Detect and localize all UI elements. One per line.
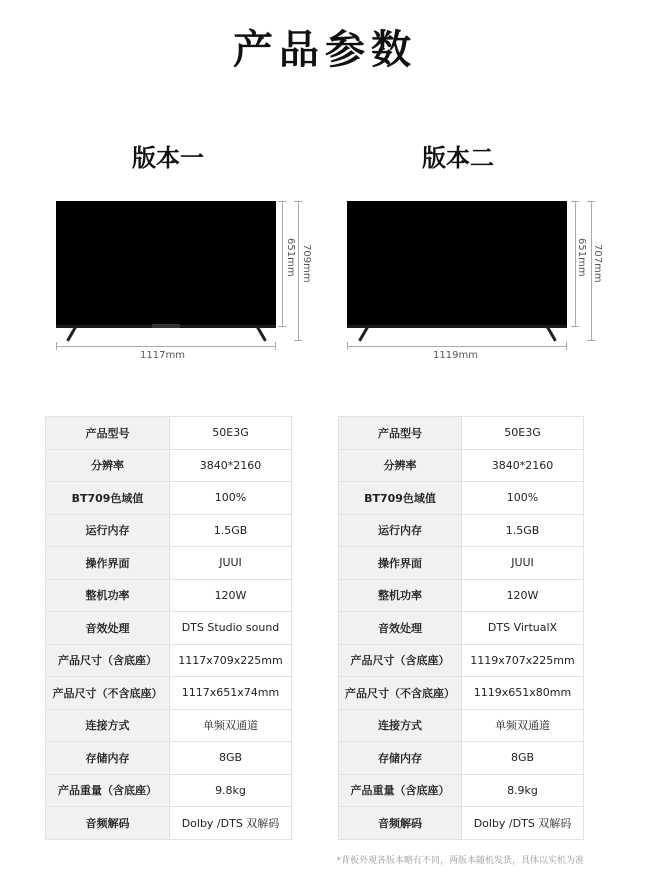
- spec-row: [46, 644, 292, 677]
- spec-value: 1.5GB: [462, 514, 584, 547]
- spec-key: 产品型号: [339, 417, 462, 450]
- spec-value: 8GB: [170, 742, 292, 775]
- spec-value: 1117x651x74mm: [170, 677, 292, 710]
- spec-value: Dolby /DTS 双解码: [462, 807, 584, 840]
- spec-key: 音效处理: [46, 612, 170, 645]
- spec-key: 存储内存: [339, 742, 462, 775]
- spec-value: 1117x709x225mm: [170, 644, 292, 677]
- spec-value: 3840*2160: [170, 449, 292, 482]
- spec-value: 50E3G: [462, 417, 584, 450]
- spec-row: [339, 807, 584, 840]
- screen-height-dimension-line: [282, 201, 283, 327]
- spec-row: [46, 774, 292, 807]
- page-title: 产品参数: [233, 27, 417, 73]
- tv-bottom-bezel: [347, 325, 567, 328]
- spec-key: 操作界面: [46, 547, 170, 580]
- spec-row: [46, 709, 292, 742]
- spec-table-version-1: [45, 416, 292, 840]
- width-dimension-label: 1117mm: [140, 350, 185, 361]
- spec-key: BT709色域值: [46, 482, 170, 515]
- dimension-tick: [278, 326, 286, 327]
- spec-key: 连接方式: [46, 709, 170, 742]
- spec-row: [46, 547, 292, 580]
- spec-value: 1119x707x225mm: [462, 644, 584, 677]
- dimension-tick: [587, 201, 595, 202]
- tv-leg-right: [256, 326, 267, 341]
- spec-key: 音效处理: [339, 612, 462, 645]
- spec-value: Dolby /DTS 双解码: [170, 807, 292, 840]
- spec-row: [339, 709, 584, 742]
- spec-value: 100%: [170, 482, 292, 515]
- spec-row: [339, 612, 584, 645]
- tv-screen: [347, 201, 567, 325]
- dimension-tick: [294, 201, 302, 202]
- tv-logo-bar: [152, 324, 180, 328]
- spec-value: 单频双通道: [170, 709, 292, 742]
- spec-row: [339, 677, 584, 710]
- spec-key: 操作界面: [339, 547, 462, 580]
- spec-value: DTS VirtualX: [462, 612, 584, 645]
- dimension-tick: [56, 342, 57, 350]
- spec-row: [46, 807, 292, 840]
- tv-leg-left: [66, 326, 77, 341]
- spec-table-version-2: [338, 416, 584, 840]
- total-height-dimension-line: [298, 201, 299, 341]
- spec-row: [46, 677, 292, 710]
- screen-height-label: 651mm: [576, 238, 587, 277]
- spec-row: [46, 742, 292, 775]
- spec-key: 分辨率: [46, 449, 170, 482]
- spec-value: 1119x651x80mm: [462, 677, 584, 710]
- spec-key: 音频解码: [339, 807, 462, 840]
- spec-value: JUUI: [170, 547, 292, 580]
- total-height-label: 707mm: [592, 244, 603, 283]
- tv-leg-left: [358, 326, 369, 341]
- spec-row: [339, 417, 584, 450]
- spec-row: [339, 449, 584, 482]
- version-1-title: 版本一: [132, 144, 204, 172]
- dimension-tick: [275, 342, 276, 350]
- width-dimension-line: [56, 346, 276, 347]
- spec-key: 运行内存: [46, 514, 170, 547]
- width-dimension-label: 1119mm: [433, 350, 478, 361]
- spec-value: 3840*2160: [462, 449, 584, 482]
- spec-row: [46, 514, 292, 547]
- spec-row: [339, 482, 584, 515]
- tv-screen: [56, 201, 276, 325]
- spec-key: 运行内存: [339, 514, 462, 547]
- spec-key: 产品尺寸（不含底座）: [339, 677, 462, 710]
- spec-row: [46, 482, 292, 515]
- spec-key: 产品重量（含底座）: [46, 774, 170, 807]
- spec-value: 50E3G: [170, 417, 292, 450]
- footnote: *背板外观各版本略有不同，两版本随机发货，具体以实机为准: [336, 856, 584, 866]
- spec-key: 产品尺寸（含底座）: [339, 644, 462, 677]
- spec-value: 100%: [462, 482, 584, 515]
- spec-row: [46, 417, 292, 450]
- spec-value: 1.5GB: [170, 514, 292, 547]
- spec-key: BT709色域值: [339, 482, 462, 515]
- spec-row: [339, 514, 584, 547]
- spec-key: 整机功率: [339, 579, 462, 612]
- spec-key: 连接方式: [339, 709, 462, 742]
- tv-leg-right: [546, 326, 557, 341]
- spec-row: [46, 612, 292, 645]
- spec-value: JUUI: [462, 547, 584, 580]
- spec-value: DTS Studio sound: [170, 612, 292, 645]
- spec-key: 产品尺寸（含底座）: [46, 644, 170, 677]
- version-2-title: 版本二: [422, 144, 494, 172]
- spec-row: [339, 579, 584, 612]
- spec-row: [339, 742, 584, 775]
- spec-value: 单频双通道: [462, 709, 584, 742]
- spec-key: 产品尺寸（不含底座）: [46, 677, 170, 710]
- dimension-tick: [587, 340, 595, 341]
- spec-key: 存储内存: [46, 742, 170, 775]
- spec-value: 9.8kg: [170, 774, 292, 807]
- spec-key: 分辨率: [339, 449, 462, 482]
- dimension-tick: [347, 342, 348, 350]
- spec-row: [339, 774, 584, 807]
- spec-value: 120W: [170, 579, 292, 612]
- spec-key: 整机功率: [46, 579, 170, 612]
- spec-value: 120W: [462, 579, 584, 612]
- spec-row: [339, 547, 584, 580]
- spec-key: 产品型号: [46, 417, 170, 450]
- spec-row: [46, 449, 292, 482]
- total-height-label: 709mm: [301, 244, 312, 283]
- screen-height-label: 651mm: [285, 238, 296, 277]
- spec-key: 产品重量（含底座）: [339, 774, 462, 807]
- dimension-tick: [571, 201, 579, 202]
- dimension-tick: [571, 326, 579, 327]
- width-dimension-line: [347, 346, 567, 347]
- spec-row: [339, 644, 584, 677]
- spec-value: 8.9kg: [462, 774, 584, 807]
- spec-row: [46, 579, 292, 612]
- spec-value: 8GB: [462, 742, 584, 775]
- dimension-tick: [566, 342, 567, 350]
- dimension-tick: [294, 340, 302, 341]
- dimension-tick: [278, 201, 286, 202]
- spec-key: 音频解码: [46, 807, 170, 840]
